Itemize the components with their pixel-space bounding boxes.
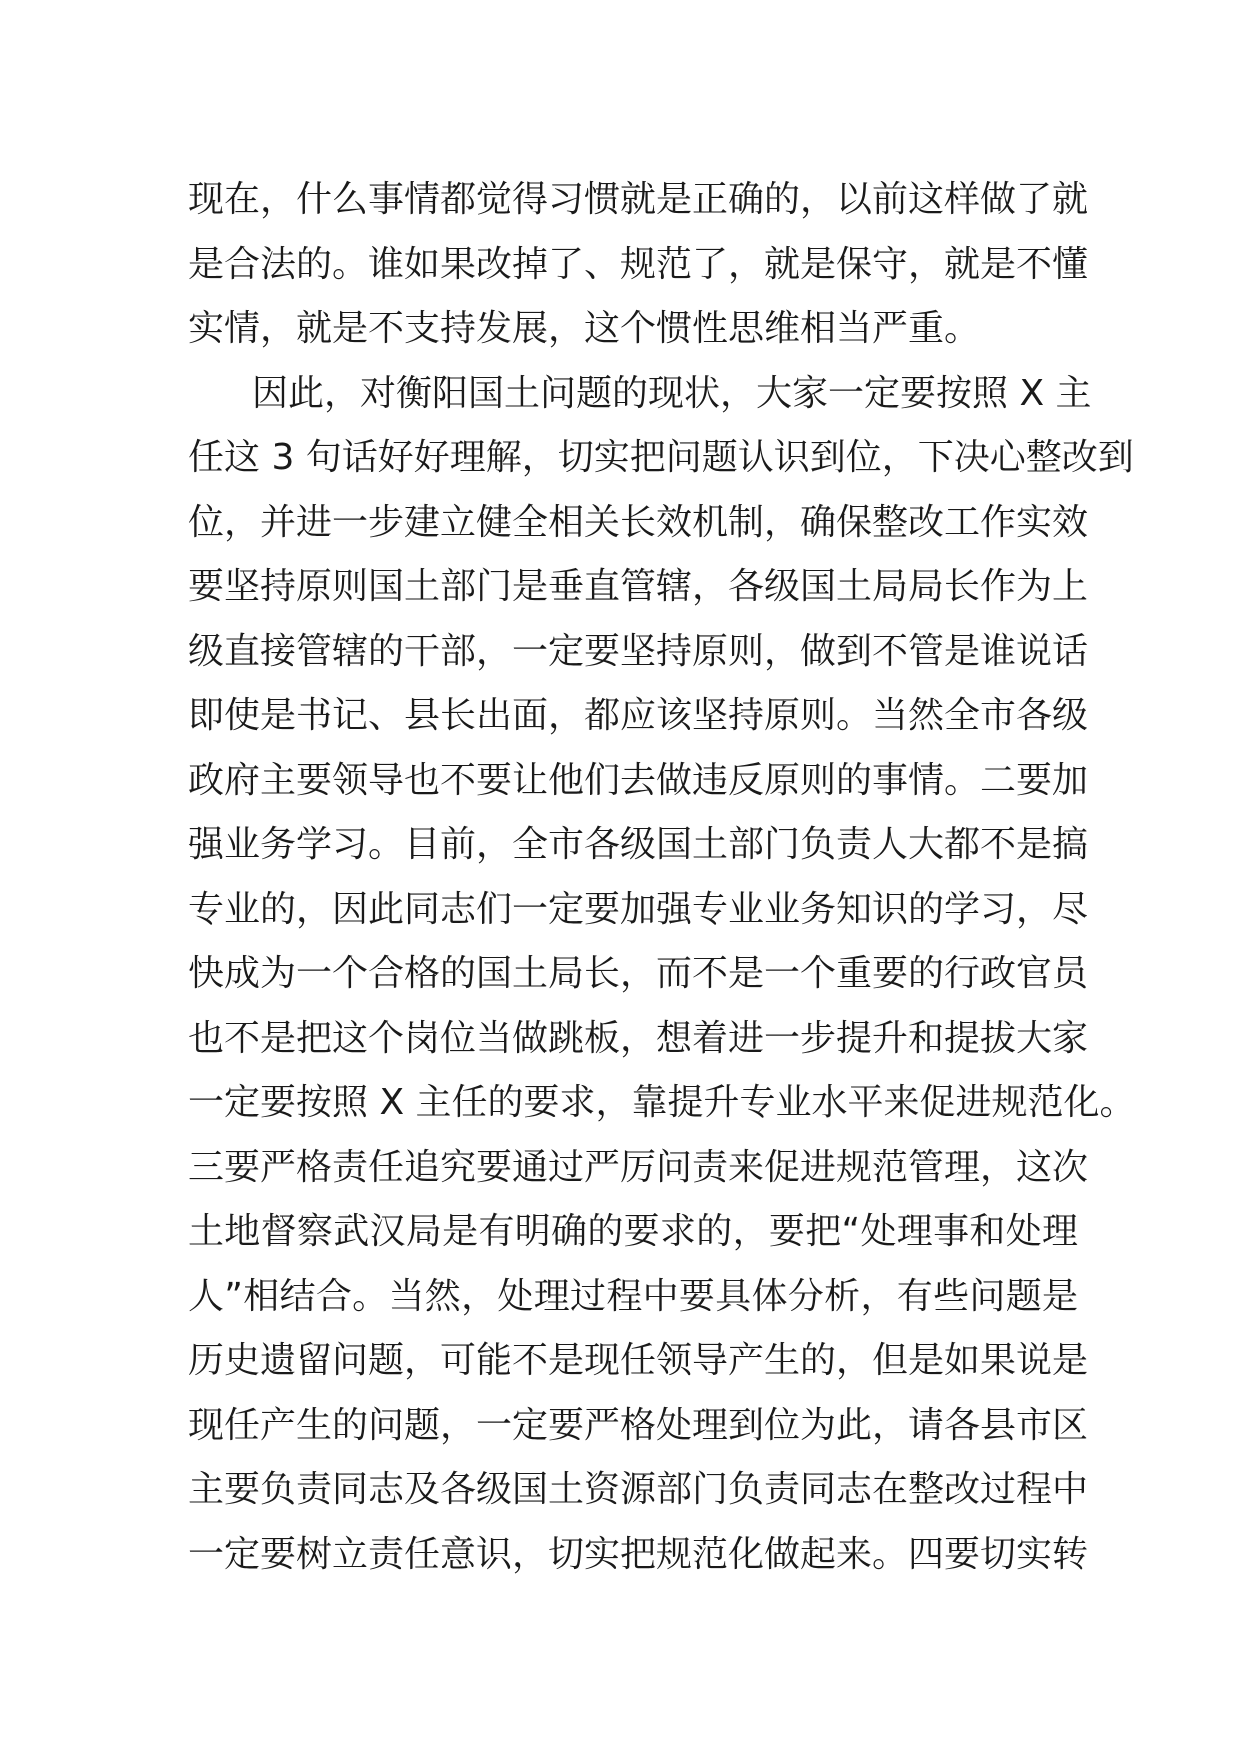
text-line: 三要严格责任追究要通过严厉问责来促进规范管理，这次 <box>188 1146 1089 1188</box>
text-line: 土地督察武汉局是有明确的要求的，要把“处理事和处理 <box>188 1211 1078 1252</box>
body-text <box>188 168 1136 1587</box>
text-line: 实情，就是不支持发展，这个惯性思维相当严重。 <box>188 308 981 349</box>
text-line: 也不是把这个岗位当做跳板，想着进一步提升和提拔大家 <box>188 1017 1089 1059</box>
text-line: 任这 3 句话好好理解，切实把问题认识到位，下决心整改到 <box>188 437 1134 478</box>
text-line: 级直接管辖的干部，一定要坚持原则，做到不管是谁说话 <box>188 630 1089 672</box>
text-line: 一定要树立责任意识，切实把规范化做起来。四要切实转 <box>188 1533 1089 1575</box>
text-line: 位，并进一步建立健全相关长效机制，确保整改工作实效 <box>188 501 1089 543</box>
text-line: 主要负责同志及各级国土资源部门负责同志在整改过程中 <box>188 1469 1089 1510</box>
text-line: 强业务学习。目前，全市各级国土部门负责人大都不是搞 <box>188 824 1089 865</box>
text-line: 现在，什么事情都觉得习惯就是正确的，以前这样做了就 <box>188 179 1089 220</box>
text-line: 是合法的。谁如果改掉了、规范了，就是保守，就是不懂 <box>188 243 1089 285</box>
text-line: 快成为一个合格的国土局长，而不是一个重要的行政官员 <box>188 953 1089 994</box>
text-line: 政府主要领导也不要让他们去做违反原则的事情。二要加 <box>188 759 1089 801</box>
text-line: 即使是书记、县长出面，都应该坚持原则。当然全市各级 <box>188 695 1089 736</box>
text-line: 历史遗留问题，可能不是现任领导产生的，但是如果说是 <box>188 1340 1089 1381</box>
text-line: 现任产生的问题，一定要严格处理到位为此，请各县市区 <box>188 1404 1089 1446</box>
text-line: 人”相结合。当然，处理过程中要具体分析，有些问题是 <box>188 1275 1078 1317</box>
text-line: 专业的，因此同志们一定要加强专业业务知识的学习，尽 <box>188 888 1089 930</box>
text-line: 一定要按照 X 主任的要求，靠提升专业水平来促进规范化。 <box>188 1082 1136 1123</box>
paragraph-first-line: 因此，对衡阳国土问题的现状，大家一定要按照 X 主 <box>252 372 1092 414</box>
text-line: 要坚持原则国土部门是垂直管辖，各级国土局局长作为上 <box>188 566 1089 607</box>
